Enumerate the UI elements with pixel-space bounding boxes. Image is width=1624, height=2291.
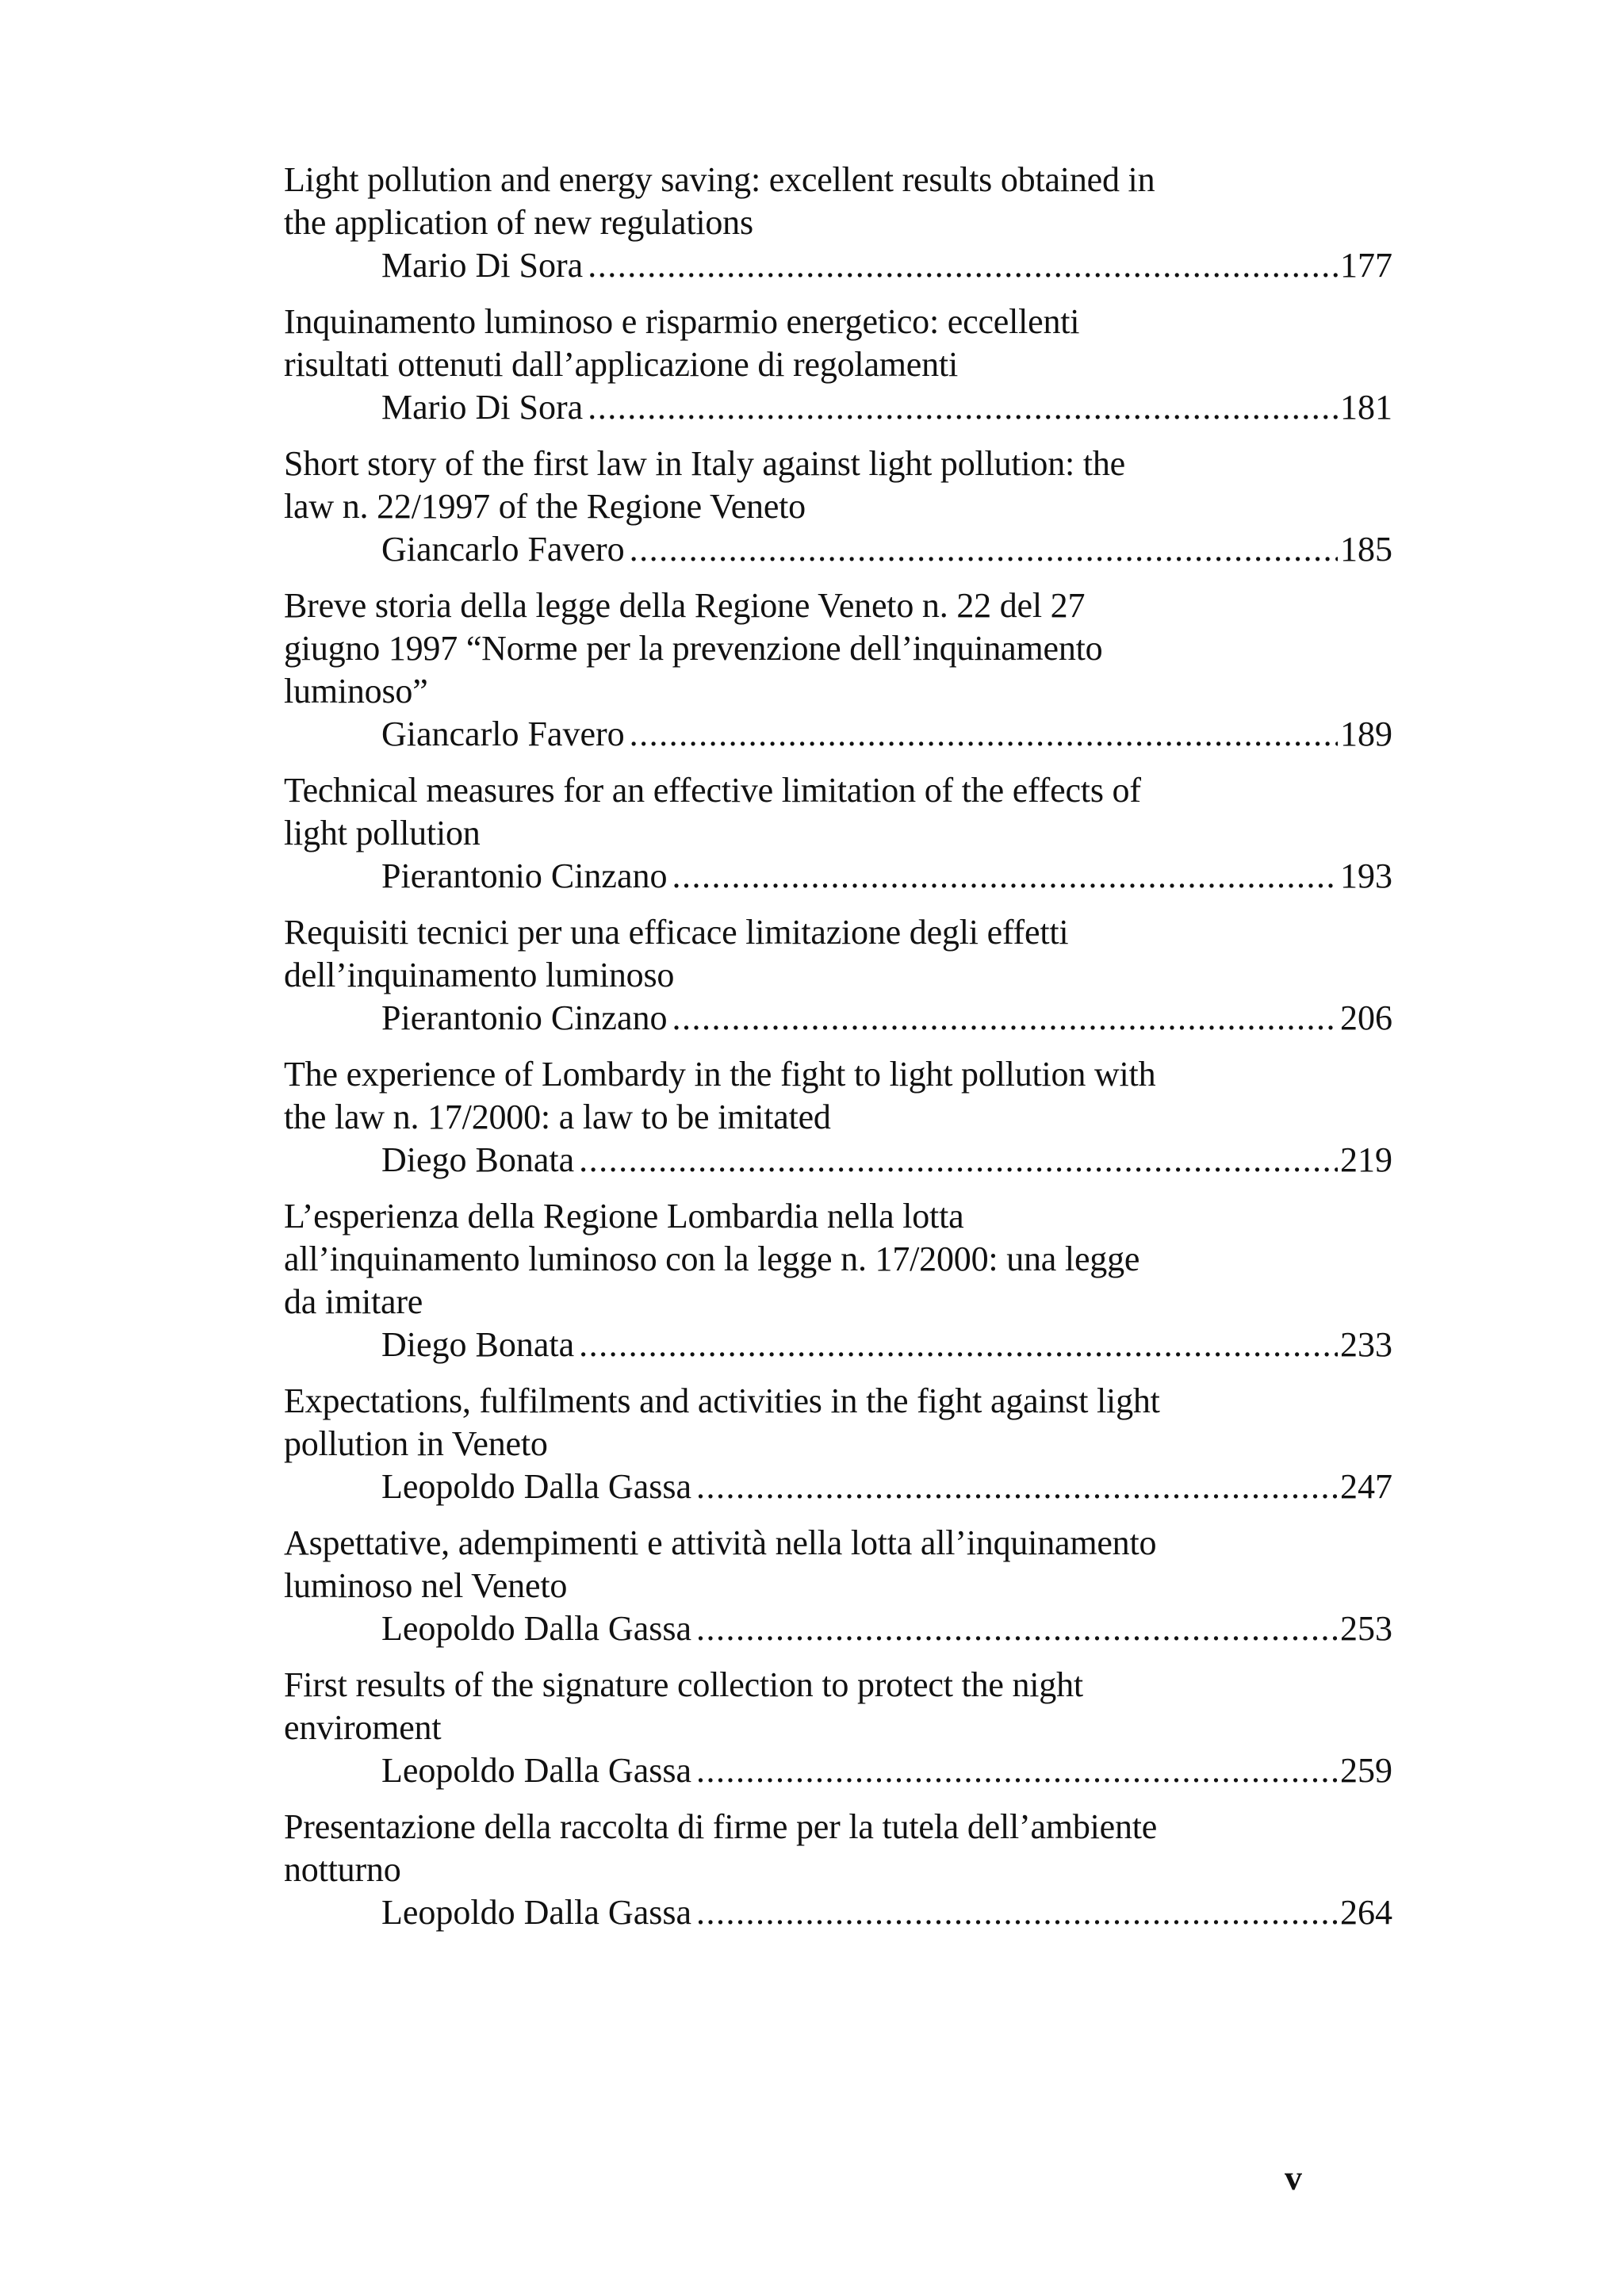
entry-title-line: Technical measures for an effective limitation of the effects of bbox=[284, 771, 1141, 810]
dot-leader bbox=[696, 1749, 1338, 1792]
entry-page-number: 185 bbox=[1340, 530, 1392, 569]
table-of-contents bbox=[284, 159, 1392, 1948]
dot-leader bbox=[696, 1607, 1338, 1650]
entry-title-line: The experience of Lombardy in the fight to light pollution with bbox=[284, 1055, 1156, 1094]
page-folio: v bbox=[1285, 2159, 1302, 2197]
entry-title-line: Aspettative, adempimenti e attività nella lotta all’inquinamento bbox=[284, 1523, 1157, 1562]
toc-entry bbox=[284, 911, 1392, 1040]
entry-author: Leopoldo Dalla Gassa bbox=[381, 1609, 691, 1648]
entry-title-line: pollution in Veneto bbox=[284, 1424, 548, 1463]
entry-author: Pierantonio Cinzano bbox=[381, 998, 668, 1037]
entry-page-number: 264 bbox=[1340, 1893, 1392, 1932]
dot-leader bbox=[579, 1324, 1338, 1366]
entry-author-row bbox=[284, 855, 1392, 898]
entry-author: Diego Bonata bbox=[381, 1140, 575, 1179]
dot-leader bbox=[588, 386, 1338, 429]
entry-author-row bbox=[284, 713, 1392, 756]
entry-title-line: the law n. 17/2000: a law to be imitated bbox=[284, 1098, 831, 1136]
entry-author: Giancarlo Favero bbox=[381, 715, 625, 753]
toc-entry bbox=[284, 1053, 1392, 1182]
entry-title-line: dell’inquinamento luminoso bbox=[284, 956, 675, 994]
toc-entry bbox=[284, 769, 1392, 898]
entry-author-row bbox=[284, 997, 1392, 1040]
dot-leader bbox=[630, 528, 1338, 571]
entry-author-row bbox=[284, 528, 1392, 571]
dot-leader bbox=[630, 713, 1338, 756]
entry-title-line: luminoso” bbox=[284, 672, 428, 711]
entry-page-number: 247 bbox=[1340, 1467, 1392, 1506]
entry-author: Diego Bonata bbox=[381, 1325, 575, 1364]
entry-title-line: luminoso nel Veneto bbox=[284, 1566, 568, 1605]
entry-title-line: Breve storia della legge della Regione Veneto n. 22 del 27 bbox=[284, 586, 1086, 625]
entry-author: Leopoldo Dalla Gassa bbox=[381, 1467, 691, 1506]
entry-author: Pierantonio Cinzano bbox=[381, 856, 668, 895]
entry-page-number: 193 bbox=[1340, 856, 1392, 895]
toc-entry bbox=[284, 159, 1392, 287]
entry-page-number: 253 bbox=[1340, 1609, 1392, 1648]
entry-author: Giancarlo Favero bbox=[381, 530, 625, 569]
entry-page-number: 206 bbox=[1340, 998, 1392, 1037]
entry-author: Mario Di Sora bbox=[381, 388, 584, 427]
entry-title-line: notturno bbox=[284, 1850, 401, 1889]
entry-title-line: da imitare bbox=[284, 1282, 423, 1321]
entry-author: Mario Di Sora bbox=[381, 246, 584, 285]
entry-title-line: risultati ottenuti dall’applicazione di regolamenti bbox=[284, 345, 958, 384]
entry-author-row bbox=[284, 1891, 1392, 1934]
entry-author-row bbox=[284, 1465, 1392, 1508]
entry-author: Leopoldo Dalla Gassa bbox=[381, 1893, 691, 1932]
entry-title-line: law n. 22/1997 of the Regione Veneto bbox=[284, 487, 806, 526]
entry-author-row bbox=[284, 1607, 1392, 1650]
entry-title-line: giugno 1997 “Norme per la prevenzione dell’inquinamento bbox=[284, 629, 1103, 668]
entry-title-line: enviroment bbox=[284, 1708, 442, 1747]
entry-page-number: 219 bbox=[1340, 1140, 1392, 1179]
dot-leader bbox=[696, 1465, 1338, 1508]
entry-title-line: Light pollution and energy saving: excellent results obtained in bbox=[284, 160, 1155, 199]
entry-title-line: the application of new regulations bbox=[284, 203, 753, 242]
entry-page-number: 189 bbox=[1340, 715, 1392, 753]
entry-page-number: 177 bbox=[1340, 246, 1392, 285]
entry-author-row bbox=[284, 1139, 1392, 1182]
toc-entry bbox=[284, 301, 1392, 429]
entry-title-line: light pollution bbox=[284, 814, 481, 852]
toc-entry bbox=[284, 584, 1392, 756]
dot-leader bbox=[579, 1139, 1338, 1182]
entry-author-row bbox=[284, 386, 1392, 429]
toc-entry bbox=[284, 1806, 1392, 1934]
entry-author-row bbox=[284, 1749, 1392, 1792]
entry-title-line: all’inquinamento luminoso con la legge n. 17/2000: una legge bbox=[284, 1239, 1140, 1278]
entry-author-row bbox=[284, 1324, 1392, 1366]
entry-title-line: L’esperienza della Regione Lombardia nella lotta bbox=[284, 1197, 964, 1236]
dot-leader bbox=[672, 997, 1339, 1040]
entry-page-number: 233 bbox=[1340, 1325, 1392, 1364]
dot-leader bbox=[696, 1891, 1338, 1934]
entry-author-row bbox=[284, 244, 1392, 287]
entry-title-line: Expectations, fulfilments and activities in the fight against light bbox=[284, 1381, 1160, 1420]
toc-entry bbox=[284, 442, 1392, 571]
entry-title-line: First results of the signature collection to protect the night bbox=[284, 1665, 1083, 1704]
entry-title-line: Requisiti tecnici per una efficace limitazione degli effetti bbox=[284, 913, 1069, 952]
toc-entry bbox=[284, 1522, 1392, 1650]
toc-entry bbox=[284, 1664, 1392, 1792]
entry-title-line: Inquinamento luminoso e risparmio energetico: eccellenti bbox=[284, 302, 1080, 341]
toc-entry bbox=[284, 1195, 1392, 1366]
entry-page-number: 181 bbox=[1340, 388, 1392, 427]
entry-page-number: 259 bbox=[1340, 1751, 1392, 1790]
toc-entry bbox=[284, 1380, 1392, 1508]
entry-author: Leopoldo Dalla Gassa bbox=[381, 1751, 691, 1790]
dot-leader bbox=[672, 855, 1339, 898]
entry-title-line: Short story of the first law in Italy against light pollution: the bbox=[284, 444, 1125, 483]
dot-leader bbox=[588, 244, 1338, 287]
entry-title-line: Presentazione della raccolta di firme per la tutela dell’ambiente bbox=[284, 1807, 1158, 1846]
